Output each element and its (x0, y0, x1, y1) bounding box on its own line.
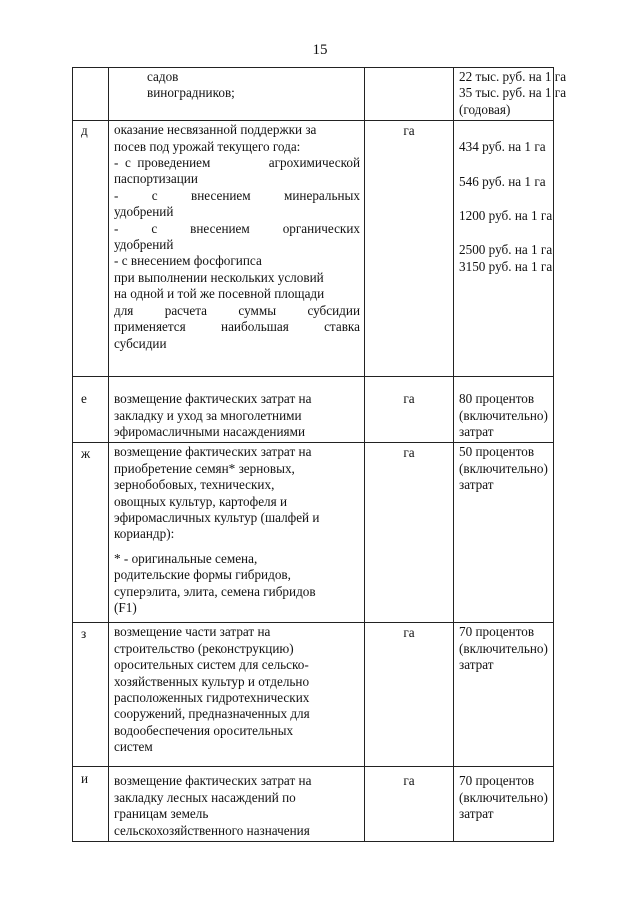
row-rate (454, 68, 567, 121)
description-line: строительство (реконструкцию) (114, 640, 294, 656)
description-line: зернобобовых, технических, (114, 477, 275, 493)
row-letter: ж (73, 443, 109, 623)
rate-line: (включительно) (459, 640, 548, 656)
table-row (73, 443, 554, 623)
description-line: закладку и уход за многолетними (114, 407, 302, 423)
rate-line: (включительно) (459, 460, 548, 476)
row-letter: з (73, 623, 109, 767)
description-line: паспортизации (114, 171, 198, 187)
footnote-line: суперэлита, элита, семена гибридов (114, 583, 316, 599)
row-description (109, 767, 365, 842)
row-unit (365, 68, 454, 121)
rate-line: 80 процентов (459, 391, 535, 407)
row-letter: и (73, 767, 109, 842)
row-unit: га (365, 767, 454, 842)
description-line: оросительных систем для сельско- (114, 657, 309, 673)
description-line: оказание несвязанной поддержки за (114, 122, 317, 138)
description-line: для расчета суммы субсидии (114, 302, 360, 318)
rate-line: 35 тыс. руб. на 1 га (459, 85, 567, 101)
row-unit: га (365, 443, 454, 623)
description-line: удобрений (114, 237, 174, 253)
row-rate (454, 443, 554, 623)
rate-line: (годовая) (459, 101, 511, 117)
row-letter: е (73, 377, 109, 443)
rate-line: 546 руб. на 1 га (459, 173, 546, 189)
row-unit: га (365, 623, 454, 767)
description-line: водообеспечения оросительных (114, 722, 294, 738)
description-line: - с внесением минеральных (114, 187, 360, 203)
rate-line: 70 процентов (459, 773, 535, 789)
description-line: закладку лесных насаждений по (114, 789, 296, 805)
description-line: применяется наибольшая ставка (114, 319, 360, 335)
rate-line: 3150 руб. на 1 га (459, 258, 553, 274)
description-line: возмещение фактических затрат на (114, 391, 312, 407)
footnote-line: родительские формы гибридов, (114, 567, 291, 583)
rate-line: 434 руб. на 1 га (459, 139, 546, 155)
row-description (109, 68, 365, 121)
description-line: расположенных гидротехнических (114, 690, 310, 706)
rate-line: затрат (459, 657, 494, 673)
row-description (109, 623, 365, 767)
description-line: - с внесением фосфогипса (114, 253, 262, 269)
description-line: сельскохозяйственного назначения (114, 822, 310, 838)
row-unit: га (365, 377, 454, 443)
description-line: удобрений (114, 204, 174, 220)
description-line: - с внесением органических (114, 220, 360, 236)
description-line: на одной и той же посевной площади (114, 286, 325, 302)
rate-line: затрат (459, 424, 494, 440)
row-rate (454, 377, 554, 443)
description-line: возмещение фактических затрат на (114, 444, 312, 460)
table-row (73, 68, 554, 121)
description-line: границам земель (114, 806, 209, 822)
description-line: хозяйственных культур и отдельно (114, 673, 310, 689)
table-row (73, 767, 554, 842)
description-line: - с проведением агрохимической (114, 155, 360, 171)
table-row (73, 623, 554, 767)
row-description (109, 443, 365, 623)
rate-line: (включительно) (459, 407, 548, 423)
description-line: виноградников; (147, 85, 235, 101)
description-line: при выполнении нескольких условий (114, 269, 324, 285)
description-line: сооружений, предназначенных для (114, 706, 310, 722)
description-line: садов (147, 69, 179, 84)
table-row (73, 121, 554, 377)
rate-line: 50 процентов (459, 444, 535, 460)
description-line: систем (114, 739, 153, 755)
description-line: возмещение фактических затрат на (114, 773, 312, 789)
rate-line: 2500 руб. на 1 га (459, 242, 553, 258)
description-line: эфиромасличных культур (шалфей и (114, 510, 320, 526)
row-unit: га (365, 121, 454, 377)
description-line: кориандр): (114, 526, 175, 542)
description-line: приобретение семян* зерновых, (114, 460, 295, 476)
row-description (109, 121, 365, 377)
row-letter (73, 68, 109, 121)
description-line: овощных культур, картофеля и (114, 493, 288, 509)
description-line: эфиромасличными насаждениями (114, 424, 306, 440)
row-letter: д (73, 121, 109, 377)
rate-line: затрат (459, 806, 494, 822)
description-line: возмещение части затрат на (114, 624, 271, 640)
footnote-line: * - оригинальные семена, (114, 550, 258, 566)
page-number: 15 (312, 42, 328, 58)
rate-line: 22 тыс. руб. на 1 га (459, 69, 567, 84)
row-rate (454, 767, 554, 842)
row-description (109, 377, 365, 443)
rate-line: 1200 руб. на 1 га (459, 208, 553, 224)
row-rate (454, 623, 554, 767)
rate-line: (включительно) (459, 789, 548, 805)
rate-line: 70 процентов (459, 624, 535, 640)
row-rate (454, 121, 554, 377)
description-line: субсидии (114, 335, 167, 351)
rate-line: затрат (459, 477, 494, 493)
subsidy-table (72, 67, 567, 842)
table-row (73, 377, 554, 443)
footnote-line: (F1) (114, 600, 137, 616)
description-line: посев под урожай текущего года: (114, 138, 301, 154)
